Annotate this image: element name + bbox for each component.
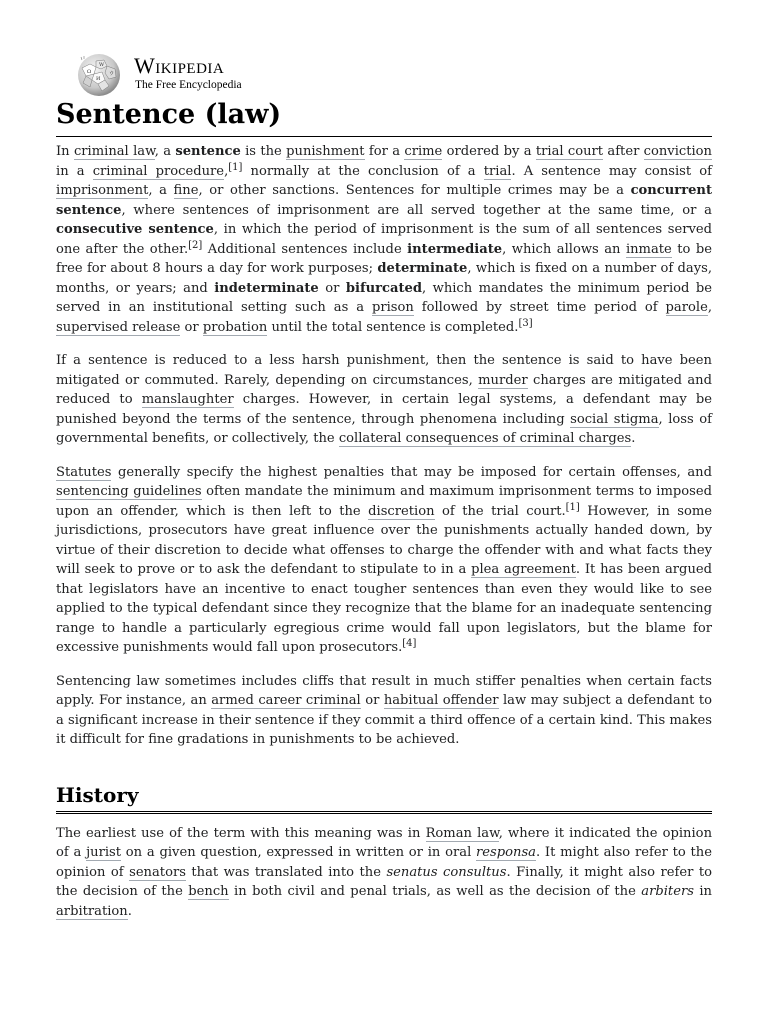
term-concurrent-sentence: concurrent sentence (56, 183, 712, 218)
link-habitual-offender[interactable]: habitual offender (383, 693, 499, 708)
term-arbiters: arbiters (641, 884, 694, 899)
text: , which allows an (502, 241, 626, 257)
reference-link[interactable]: [1] (228, 161, 243, 173)
page-title: Sentence (law) (56, 96, 712, 137)
link-criminal-law[interactable]: criminal law (73, 144, 155, 159)
text: charges are mitigated and reduced to (56, 372, 712, 407)
term-consecutive-sentence: consecutive sentence (56, 222, 214, 237)
text: , a (148, 183, 174, 198)
term-senatus-consultus: senatus consultus (386, 864, 507, 880)
text: followed by street time period of (413, 300, 666, 315)
text: , which mandates the minimum period be served in an institutional setting such as a (56, 280, 712, 315)
text: , which is fixed on a number of days, months, or years; and (56, 261, 713, 296)
link-punishment[interactable]: punishment (286, 144, 365, 159)
paragraph-statutes (56, 463, 712, 658)
reference-link[interactable]: [3] (518, 317, 533, 329)
link-supervised-release[interactable]: supervised release (56, 319, 181, 335)
link-parole[interactable]: parole (665, 300, 708, 315)
text: on a given question, expressed in written or in oral (121, 845, 477, 860)
link-plea-agreement[interactable]: plea agreement (471, 562, 576, 577)
section-heading-history: History (56, 780, 712, 814)
link-roman-law[interactable]: Roman law (425, 825, 499, 841)
link-prison[interactable]: prison (371, 300, 414, 315)
term-responsa[interactable] (476, 845, 536, 861)
text: However, in some jurisdictions, prosecutors have great influence over the punishments actually handed down, by virtue of their discretion to decide what offenses to charge the offender with and what facts they will seek to prove or to ask the defendant to stipulate to in a (56, 503, 713, 577)
text: The earliest use of the term with this meaning was in (56, 825, 426, 841)
article-body (56, 142, 712, 935)
svg-text:W: W (99, 62, 105, 68)
text: is the (240, 144, 287, 159)
link-armed-career-criminal[interactable]: armed career criminal (211, 693, 361, 708)
text: after (603, 144, 644, 159)
text: or (318, 280, 346, 296)
globe-icon (74, 52, 124, 98)
text: . It might also refer to the opinion of (56, 845, 712, 880)
term-determinate: determinate (377, 261, 468, 276)
reference-1[interactable] (566, 502, 580, 513)
link-murder[interactable]: murder (478, 372, 528, 388)
wikipedia-logo[interactable] (74, 52, 274, 98)
text: ordered by a (442, 144, 536, 159)
link-crime[interactable]: crime (404, 144, 443, 159)
link-imprisonment[interactable]: imprisonment (56, 183, 149, 198)
text: law may subject a defendant to a significant increase in their sentence if they commit a third offence of a certain kind. This makes it difficult for fine gradations in punishments to be achieved. (56, 693, 713, 747)
reference-link[interactable]: [4] (402, 638, 417, 649)
link-manslaughter[interactable]: manslaughter (141, 392, 234, 407)
text: . (127, 903, 132, 919)
link-statutes[interactable]: Statutes (56, 464, 112, 480)
link-fine[interactable]: fine (173, 183, 199, 198)
link-probation[interactable]: probation (202, 319, 268, 335)
svg-text:И: И (96, 76, 101, 82)
link-senators[interactable]: senators (129, 864, 186, 880)
tagline: The Free Encyclopedia (135, 79, 242, 91)
text: , (224, 163, 229, 179)
text: , where sentences of imprisonment are all served together at the same time, or a (121, 202, 712, 218)
link-trial-court[interactable]: trial court (535, 144, 604, 159)
reference-1[interactable] (228, 162, 242, 173)
svg-text:ウ: ウ (109, 71, 115, 77)
text: or (360, 693, 384, 708)
paragraph-intro (56, 142, 712, 337)
text: , in which the period of imprisonment is the sum of all sentences served one after the other. (56, 222, 712, 257)
term-intermediate: intermediate (407, 241, 503, 257)
text: , (707, 300, 712, 315)
text: in both civil and penal trials, as well as the decision of the (228, 884, 642, 899)
text: If a sentence is reduced to a less harsh punishment, then the sentence is said to have been mitigated or commuted. Rarely, depending on circumstances, (56, 353, 712, 388)
text: that was translated into the (185, 864, 387, 880)
svg-text:Ω: Ω (87, 69, 92, 75)
term-bifurcated: bifurcated (345, 280, 422, 296)
paragraph-history (56, 824, 712, 922)
reference-4[interactable] (402, 638, 416, 649)
reference-3[interactable] (518, 318, 532, 329)
text: generally specify the highest penalties that may be imposed for certain offenses, and (111, 464, 712, 480)
paragraph-mitigation (56, 351, 712, 449)
text: of the trial court. (434, 503, 566, 519)
text: In (56, 144, 74, 159)
link-collateral-consequences[interactable]: collateral consequences of criminal charges (338, 431, 632, 446)
link-discretion[interactable]: discretion (368, 503, 435, 519)
text: often mandate the minimum and maximum imprisonment terms to imposed upon an offender, which is then left to the (56, 484, 712, 519)
paragraph-cliffs (56, 672, 712, 750)
text: . It has been argued that legislators have an incentive to enact tougher sentences than even they would like to see applied to the typical defendant since they recognize that the blame for an inadequate sentencing range to handle a particularly egregious crime would fall upon legislators, but the blame for excessive punishments would fall upon prosecutors. (56, 562, 713, 655)
reference-link[interactable]: [1] (565, 501, 580, 513)
text: . Finally, it might also refer to the decision of the (56, 864, 712, 899)
text: , where it indicated the opinion of a (56, 825, 712, 860)
wordmark: Wikipedia (134, 53, 225, 78)
term-sentence: sentence (175, 144, 241, 159)
text: in a (56, 163, 93, 179)
link-trial[interactable]: trial (483, 163, 512, 179)
term-indeterminate: indeterminate (214, 280, 319, 296)
text: , a (154, 144, 176, 159)
link-jurist[interactable]: jurist (86, 845, 122, 860)
link-inmate[interactable]: inmate (625, 241, 672, 257)
reference-2[interactable] (188, 240, 202, 251)
link-arbitration[interactable]: arbitration (56, 903, 128, 919)
link-criminal-procedure[interactable]: criminal procedure (92, 163, 225, 179)
text: . (631, 431, 636, 446)
reference-link[interactable]: [2] (188, 239, 203, 251)
link-conviction[interactable]: conviction (643, 144, 712, 159)
text: normally at the conclusion of a (242, 163, 484, 179)
link-sentencing-guidelines[interactable]: sentencing guidelines (56, 484, 202, 499)
text: , or other sanctions. Sentences for multiple crimes may be a (198, 183, 631, 198)
text: until the total sentence is completed. (267, 319, 519, 335)
text: to be free for about 8 hours a day for work purposes; (56, 241, 712, 276)
text: in (693, 884, 712, 899)
link-responsa[interactable]: responsa (476, 845, 536, 860)
text: or (180, 319, 203, 335)
text: charges. However, in certain legal systems, a defendant may be punished beyond the terms of the sentence, through phenomena including (56, 392, 713, 427)
text: for a (364, 144, 405, 159)
text: . A sentence may consist of (511, 163, 712, 179)
link-social-stigma[interactable]: social stigma (570, 411, 659, 427)
text: Sentencing law sometimes includes cliffs that result in much stiffer penalties when certain facts apply. For instance, an (56, 673, 712, 708)
text: , loss of governmental benefits, or collectively, the (56, 411, 712, 446)
link-bench[interactable]: bench (188, 884, 229, 899)
text: Additional sentences include (202, 241, 408, 257)
